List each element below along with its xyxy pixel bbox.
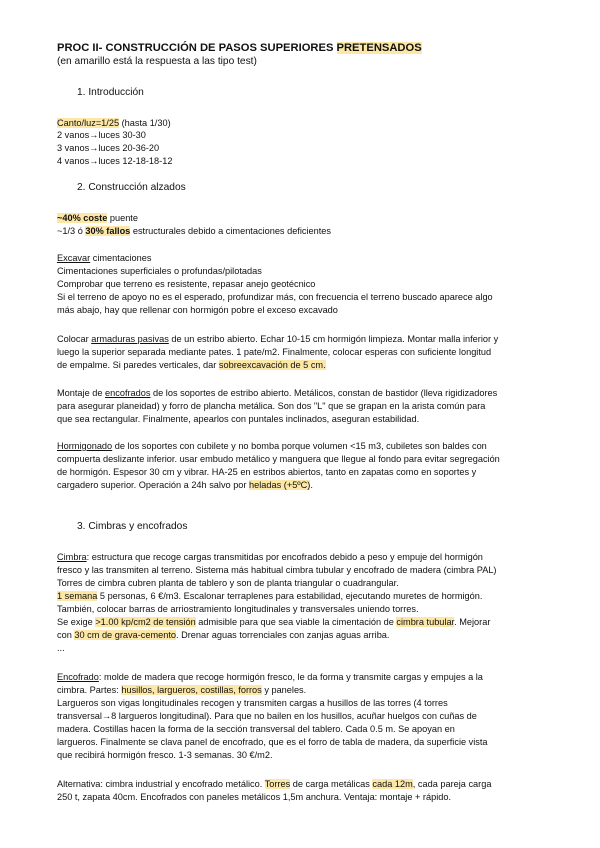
- title-highlight: PRETENSADOS: [336, 42, 422, 54]
- text-line: transversal→8 largueros longitudinal). Para que no bailen en los husillos, acuñar huelgos con cuñas de: [57, 711, 477, 721]
- text: ~1/3 ó: [57, 226, 86, 236]
- text-line: [57, 387, 497, 399]
- highlight: sobreexcavación de 5 cm.: [218, 360, 326, 370]
- doc-title: [57, 42, 422, 54]
- highlight: 30 cm de grava-cemento: [74, 630, 176, 640]
- text-line: Si el terreno de apoyo no es el esperado, profundizar más, con frecuencia el terreno buscado aparece algo: [57, 292, 493, 302]
- text-line: Comprobar que terreno es resistente, repasar anejo geotécnico: [57, 279, 316, 289]
- text-line: Largueros son vigas longitudinales recogen y transmiten cargas a husillos de las torres (4 torres: [57, 698, 448, 708]
- underlined-term: armaduras pasivas: [91, 334, 169, 344]
- text: de carga metálicas: [290, 779, 373, 789]
- underlined-term: encofrados: [105, 388, 151, 398]
- text-line: [57, 616, 490, 628]
- text-line: 4 vanos→luces 12-18-18-12: [57, 156, 173, 166]
- text-line: [57, 778, 491, 790]
- highlight: Canto/luz=1/25: [57, 118, 120, 128]
- text-line: fresco y las transmiten al terreno. Sistema más habitual cimbra tubular y encofrado de madera (cimbra PAL): [57, 565, 497, 575]
- text: . Drenar aguas torrenciales con zanjas aguas arriba.: [176, 630, 390, 640]
- text-line: [57, 333, 498, 345]
- text-line: de hormigón. Espesor 30 cm y vibrar. HA-25 en estribos abiertos, tanto en zapatas como en soportes y: [57, 467, 477, 477]
- text-line: 3 vanos→luces 20-36-20: [57, 143, 160, 153]
- highlight: ~40% coste: [57, 213, 108, 223]
- text-line: [57, 359, 326, 371]
- text: de empalme. Si paredes verticales, dar: [57, 360, 219, 370]
- text-line: Torres de cimbra cubren planta de tablero y son de planta triangular o cuadrangular.: [57, 578, 399, 588]
- text: de los soportes con cubilete y no bomba porque volumen <15 m3, cubiletes son baldes con: [112, 441, 487, 451]
- underlined-term: Excavar: [57, 253, 91, 263]
- highlight: 1 semana: [57, 591, 98, 601]
- text-line: [57, 212, 138, 224]
- text-line: [57, 225, 331, 237]
- underlined-term: Encofrado: [57, 672, 99, 682]
- text: cargadero superior. Operación a 24h salvo por: [57, 480, 250, 490]
- text-line: [57, 590, 482, 602]
- text-line: [57, 671, 483, 683]
- text: Colocar: [57, 334, 92, 344]
- text-line: [57, 252, 151, 264]
- text: : estructura que recoge cargas transmitidas por encofrados debido a peso y empuje del hormigón: [86, 552, 483, 562]
- highlight: >1.00 kp/cm2 de tensión: [95, 617, 196, 627]
- text-line: 2 vanos→luces 30-30: [57, 130, 146, 140]
- text-line: madera. Costillas hacen la forma de la sección transversal del tablero. Cada 0.5 m. Se apoyan en: [57, 724, 455, 734]
- highlight: cimbra tubular: [396, 617, 455, 627]
- highlight: heladas (+5ºC): [249, 480, 311, 490]
- highlight: husillos, largueros, costillas, forros: [121, 685, 262, 695]
- doc-subtitle: (en amarillo está la respuesta a las tipo test): [57, 56, 257, 67]
- text-line: [57, 117, 171, 129]
- text: cimentaciones: [90, 253, 152, 263]
- underlined-term: Cimbra: [57, 552, 87, 562]
- text-line: [57, 479, 313, 491]
- text-line: [57, 684, 306, 696]
- text: estructurales debido a cimentaciones deficientes: [130, 226, 332, 236]
- text-line: [57, 629, 389, 641]
- text: .: [310, 480, 313, 490]
- text: . Mejorar: [454, 617, 491, 627]
- text: Se exige: [57, 617, 96, 627]
- text: Montaje de: [57, 388, 106, 398]
- text-line: compuerta deslizante inferior. usar embudo metálico y manguera que llegue al fondo para evitar segregación: [57, 454, 500, 464]
- text: cimbra. Partes:: [57, 685, 122, 695]
- text: , cada pareja carga: [412, 779, 492, 789]
- text: de los soportes de estribo abierto. Metálicos, constan de bastidor (lleva rigidizadores: [150, 388, 498, 398]
- title-text: PROC II- CONSTRUCCIÓN DE PASOS SUPERIORES: [57, 42, 337, 54]
- text-line: que recibirá hormigón fresco. 1-3 semanas. 30 €/m2.: [57, 750, 273, 760]
- text: : molde de madera que recoge hormigón fresco, le da forma y transmite cargas y empujes a la: [98, 672, 483, 682]
- text-line: más abajo, hay que rellenar con hormigón pobre el exceso excavado: [57, 305, 338, 315]
- text-line: También, colocar barras de arriostramiento longitudinales y transversales uniendo torres.: [57, 604, 419, 614]
- section-3-heading: 3. Cimbras y encofrados: [77, 521, 188, 532]
- text: 5 personas, 6 €/m3. Escalonar terraplenes para estabilidad, ejecutando muretes de hormigón.: [97, 591, 483, 601]
- text-line: ...: [57, 643, 65, 653]
- highlight: Torres: [264, 779, 291, 789]
- highlight: cada 12m: [372, 779, 413, 789]
- text-line: para asegurar planeidad) y forro de plancha metálica. Son dos "L" que se grapan en la arista común para: [57, 401, 486, 411]
- text-line: [57, 551, 483, 563]
- text-line: largueros. Finalmente se clava panel de encofrado, que es el forro de tabla de madera, da superficie vista: [57, 737, 488, 747]
- text: Alternativa: cimbra industrial y encofrado metálico.: [57, 779, 265, 789]
- text: (hasta 1/30): [119, 118, 171, 128]
- text-line: que sea rectangular. Finalmente, apearlos con puntales inclinados, aseguran estabilidad.: [57, 414, 420, 424]
- text: admisible para que sea viable la cimentación de: [195, 617, 397, 627]
- text: de un estribo abierto. Echar 10-15 cm hormigón limpieza. Montar malla inferior y: [168, 334, 499, 344]
- highlight: 30% fallos: [85, 226, 131, 236]
- section-1-heading: 1. Introducción: [77, 87, 144, 98]
- text: con: [57, 630, 75, 640]
- text: y paneles.: [261, 685, 307, 695]
- section-2-heading: 2. Construcción alzados: [77, 182, 186, 193]
- text-line: luego la superior separada mediante pates. 1 pate/m2. Finalmente, colocar esperas con suficiente longitud: [57, 347, 492, 357]
- text: puente: [107, 213, 138, 223]
- text-line: Cimentaciones superficiales o profundas/pilotadas: [57, 266, 262, 276]
- underlined-term: Hormigonado: [57, 441, 113, 451]
- text-line: [57, 440, 487, 452]
- text-line: 250 t, zapata 40cm. Encofrados con paneles metálicos 1,5m anchura. Ventaja: montaje + rápido.: [57, 792, 452, 802]
